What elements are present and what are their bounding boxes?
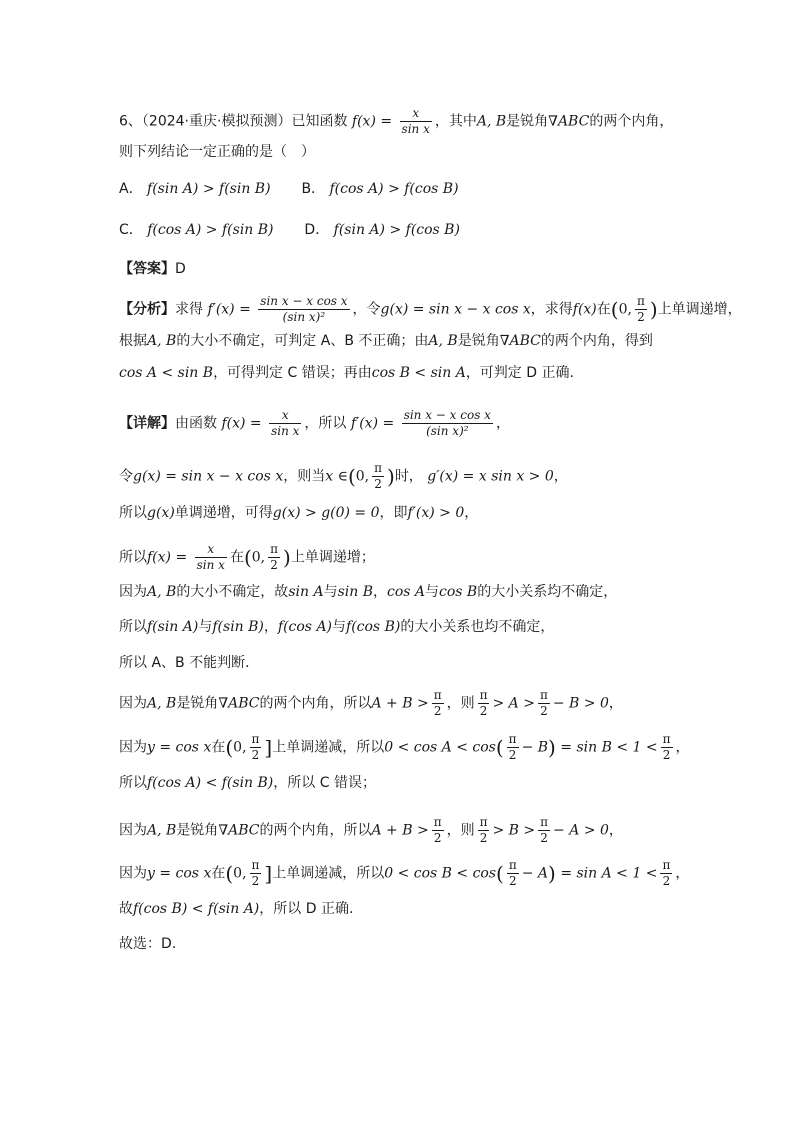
options-row-cd	[119, 220, 679, 240]
option-c-expr: f(cos A) > f(sin B)	[147, 222, 274, 238]
question-stem: 6、（2024·重庆·模拟预测）已知函数 f(x) = $\frac{x}{\text{sin x}}$ ，其中A, B是锐角∇ABC的两个内角，	[119, 106, 674, 136]
detail-line5: 因为A, B的大小不确定，故sin A与sin B，cos A与cos B的大小关系均不确定，	[119, 584, 618, 600]
detail-line2: 令g(x) = sin x − x cos x，则当x ∈(0, $\frac{\pi}{2}$ )时， g′(x) = x sin x > 0，	[119, 461, 568, 491]
detail-line12: 因为y = cos x在(0, $\frac{\pi}{2}$ ]上单调递减，所以0 < cos B < cos( $\frac{\pi}{2}$ − A) = sin A < 1 < $\frac{\pi}{2}$ ，	[119, 858, 690, 888]
detail-line8: 因为A, B是锐角∇ABC的两个内角，所以A + B > $\frac{\pi}{2}$ ，则 $\frac{\pi}{2}$ > A > $\frac{\pi}{2}$ − B > 0，	[119, 688, 623, 718]
detail-line6: 所以f(sin A)与f(sin B)，f(cos A)与f(cos B)的大小关系也均不确定，	[119, 619, 555, 635]
option-a-expr: f(sin A) > f(sin B)	[147, 181, 271, 197]
detail-line3: 所以g(x)单调递增，可得g(x) > g(0) = 0，即f′(x) > 0，	[119, 505, 479, 521]
answer-line	[119, 259, 679, 279]
option-b-label: B．	[301, 181, 326, 197]
option-a-label: A．	[119, 181, 143, 197]
detail-line14: 故选：D.	[119, 936, 177, 952]
option-d-label: D．	[304, 222, 330, 238]
options-row-ab	[119, 179, 679, 199]
detail-line11: 因为A, B是锐角∇ABC的两个内角，所以A + B > $\frac{\pi}{2}$ ，则 $\frac{\pi}{2}$ > B > $\frac{\pi}{2}$ − A > 0，	[119, 815, 623, 845]
analysis-line1: 【分析】求得 f′(x) = $\frac{\text{sin x − x cos x}}{\text{(sin x)²}}$ ，令g(x) = sin x − x cos x，求得f(x)在(0, $\frac{\pi}{2}$ )上单调递增，	[119, 294, 742, 324]
detail-line9: 因为y = cos x在(0, $\frac{\pi}{2}$ ]上单调递减，所以0 < cos A < cos( $\frac{\pi}{2}$ − B) = sin B < 1 < $\frac{\pi}{2}$ ，	[119, 732, 690, 762]
detail-line4: 所以f(x) = $\frac{x}{\text{sin x}}$ 在(0, $\frac{\pi}{2}$ )上单调递增；	[119, 542, 375, 572]
fraction-x-over-sinx: $\frac{x}{\text{sin x}}$	[401, 106, 430, 136]
answer-value: D	[175, 261, 186, 277]
analysis-line3: cos A < sin B，可得判定 C 错误；再由cos B < sin A，可判定 D 正确.	[119, 365, 574, 381]
option-b-expr: f(cos A) > f(cos B)	[329, 181, 459, 197]
detail-line13: 故f(cos B) < f(sin A)，所以 D 正确.	[119, 901, 354, 917]
question-stem-line2: 则下列结论一定正确的是（ ）	[119, 144, 315, 160]
option-d-expr: f(sin A) > f(cos B)	[333, 222, 460, 238]
detail-line7: 所以 A、B 不能判断．	[119, 655, 260, 671]
answer-label: 【答案】	[119, 261, 175, 277]
detail-line1: 【详解】由函数 f(x) = $\frac{x}{\text{sin x}}$ ，所以 f′(x) = $\frac{\text{sin x − x cos x}}{\text{(sin x)²}}$ ，	[119, 408, 510, 438]
option-c-label: C．	[119, 222, 143, 238]
detail-line10: 所以f(cos A) < f(sin B)，所以 C 错误；	[119, 775, 376, 791]
analysis-line2: 根据A, B的大小不确定，可判定 A、B 不正确；由A, B是锐角∇ABC的两个内角，得到	[119, 333, 653, 349]
